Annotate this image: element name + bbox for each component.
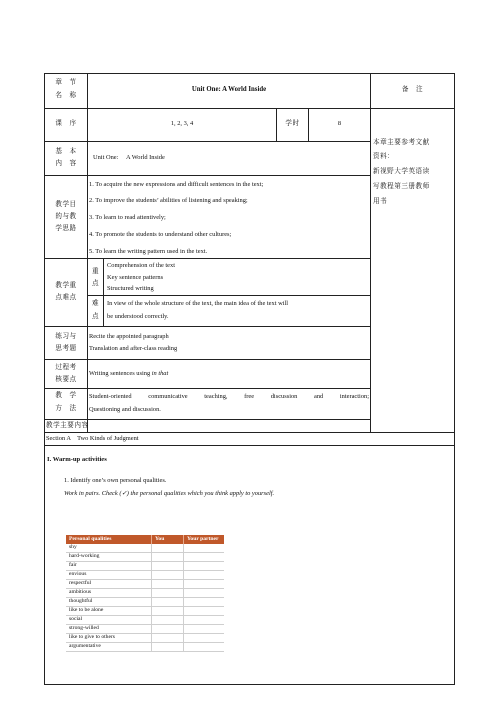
objective-item: 2. To improve the students’ abilities of listening and speaking; <box>89 197 248 204</box>
section-title: Section A Two Kinds of Judgment <box>46 435 139 442</box>
exercise-item: Translation and after-class reading <box>89 345 178 352</box>
remarks-line-1: 本章主要参考文献 <box>373 139 430 146</box>
partner-check-cell[interactable] <box>184 625 225 634</box>
quality-name: thoughtful <box>66 598 152 607</box>
process-text-italic: in that <box>151 370 169 377</box>
table-row <box>66 553 224 562</box>
grid-h-1 <box>44 108 455 109</box>
key-point-item: Key sentence patterns <box>107 274 164 281</box>
quality-name: ambitious <box>66 589 152 598</box>
objective-item: 4. To promote the students to understand other cultures; <box>89 231 232 238</box>
partner-check-cell[interactable] <box>184 616 225 625</box>
remarks-label: 备 注 <box>401 86 424 93</box>
table-row <box>66 616 224 625</box>
grid-h-3 <box>44 175 371 176</box>
table-row <box>66 571 224 580</box>
quality-name: strong-willed <box>66 625 152 634</box>
remarks-line-2: 资料： <box>373 153 395 160</box>
you-check-cell[interactable] <box>152 643 184 652</box>
grid-h-10 <box>44 445 455 446</box>
nan-label-1: 难 <box>91 300 100 307</box>
quality-name: like to be alone <box>66 607 152 616</box>
quality-name: envious <box>66 571 152 580</box>
nan-label-2: 点 <box>91 313 100 320</box>
objectives-label-1: 教学目 <box>55 201 77 208</box>
you-check-cell[interactable] <box>152 580 184 589</box>
key-point-item: Comprehension of the text <box>107 262 175 269</box>
exercise-item: Recite the appointed paragraph <box>89 333 169 340</box>
header-you: You <box>152 535 184 544</box>
table-row <box>66 544 224 553</box>
grid-h-8 <box>44 419 371 420</box>
table-row <box>66 598 224 607</box>
warmup-title: I. Warm-up activities <box>47 456 107 463</box>
partner-check-cell[interactable] <box>184 589 225 598</box>
zhong-label-1: 重 <box>91 268 100 275</box>
you-check-cell[interactable] <box>152 625 184 634</box>
warmup-instruction: Work in pairs. Check (✓) the personal qualities which you think apply to yourself. <box>64 490 275 497</box>
you-check-cell[interactable] <box>152 544 184 553</box>
quality-name: shy <box>66 544 152 553</box>
table-row <box>66 589 224 598</box>
table-border-bottom <box>44 684 455 685</box>
quality-name: hard-working <box>66 553 152 562</box>
zhong-label-2: 点 <box>91 280 100 287</box>
main-content-label: 教学主要内容 <box>46 422 89 429</box>
header-your-partner: Your partner <box>184 535 225 544</box>
objective-item: 5. To learn the writing pattern used in the text. <box>89 248 208 255</box>
exercises-label-1: 练习与 <box>55 333 77 340</box>
objective-item: 1. To acquire the new expressions and difficult sentences in the text; <box>89 181 264 188</box>
remarks-line-3: 新视野大学英语读 <box>373 168 430 175</box>
key-points-label-1: 教学重 <box>55 282 77 289</box>
partner-check-cell[interactable] <box>184 562 225 571</box>
exercises-label-2: 思考题 <box>55 345 77 352</box>
process-text-main: Writing sentences using <box>89 370 152 377</box>
objective-item: 3. To learn to read attentively; <box>89 214 166 221</box>
personal-qualities-table <box>66 535 224 652</box>
objectives-label-3: 学思路 <box>55 225 77 232</box>
grid-h-4 <box>44 258 371 259</box>
you-check-cell[interactable] <box>152 589 184 598</box>
quality-name: argumentative <box>66 643 152 652</box>
grid-h-2 <box>44 141 371 142</box>
key-point-item: Structured writing <box>107 285 154 292</box>
quality-name: respectful <box>66 580 152 589</box>
key-points-label-2: 点难点 <box>55 294 77 301</box>
chapter-label-2: 名 称 <box>55 92 77 99</box>
quality-name: like to give to others <box>66 634 152 643</box>
chapter-title: Unit One: A World Inside <box>191 86 267 93</box>
sessions-label: 课 序 <box>55 120 77 127</box>
methods-line: Student-oriented communicative teaching, free discussion and interaction; <box>89 393 369 400</box>
grid-h-4b <box>87 295 371 296</box>
partner-check-cell[interactable] <box>184 634 225 643</box>
partner-check-cell[interactable] <box>184 607 225 616</box>
quality-name: fair <box>66 562 152 571</box>
partner-check-cell[interactable] <box>184 544 225 553</box>
you-check-cell[interactable] <box>152 571 184 580</box>
header-personal-qualities: Personal qualities <box>66 535 152 544</box>
objectives-label-2: 的与教 <box>55 213 77 220</box>
grid-h-5 <box>44 326 371 327</box>
sessions-value: 1, 2, 3, 4 <box>170 120 194 127</box>
chapter-label-1: 章 节 <box>55 79 77 86</box>
partner-check-cell[interactable] <box>184 598 225 607</box>
quality-name: social <box>66 616 152 625</box>
you-check-cell[interactable] <box>152 607 184 616</box>
you-check-cell[interactable] <box>152 634 184 643</box>
partner-check-cell[interactable] <box>184 580 225 589</box>
difficult-point-line: be understood correctly. <box>107 313 169 320</box>
you-check-cell[interactable] <box>152 616 184 625</box>
grid-v-remarks <box>370 73 371 432</box>
grid-h-9 <box>44 432 455 433</box>
hours-value: 8 <box>337 120 342 127</box>
process-label-2: 核要点 <box>55 376 77 383</box>
table-row <box>66 562 224 571</box>
basic-label-2: 内 容 <box>55 160 77 167</box>
partner-check-cell[interactable] <box>184 553 225 562</box>
methods-label-2: 方 法 <box>55 405 77 412</box>
table-row <box>66 607 224 616</box>
table-row <box>66 625 224 634</box>
basic-content: Unit One: A World Inside <box>93 154 165 161</box>
difficult-point-line: In view of the whole structure of the text, the main idea of the text will <box>107 300 289 307</box>
grid-h-6 <box>44 359 371 360</box>
table-row <box>66 634 224 643</box>
partner-check-cell[interactable] <box>184 643 225 652</box>
hours-label: 学时 <box>285 120 300 127</box>
remarks-line-4: 写教程第三册教师 <box>373 183 430 190</box>
partner-check-cell[interactable] <box>184 571 225 580</box>
methods-line: Questioning and discussion. <box>89 406 161 413</box>
you-check-cell[interactable] <box>152 553 184 562</box>
grid-h-7 <box>44 388 371 389</box>
you-check-cell[interactable] <box>152 562 184 571</box>
table-row <box>66 643 224 652</box>
basic-label-1: 基 本 <box>55 148 77 155</box>
warmup-item: 1. Identify one’s own personal qualities. <box>64 477 167 484</box>
process-text <box>89 370 168 378</box>
qualities-header-row <box>66 535 224 544</box>
process-label-1: 过程考 <box>55 364 77 371</box>
table-row <box>66 580 224 589</box>
table-border-right <box>454 73 455 685</box>
remarks-line-5: 用书 <box>373 198 388 205</box>
you-check-cell[interactable] <box>152 598 184 607</box>
table-border-top <box>44 73 455 74</box>
grid-v-sublabel <box>103 258 104 326</box>
methods-label-1: 教 学 <box>55 392 77 399</box>
